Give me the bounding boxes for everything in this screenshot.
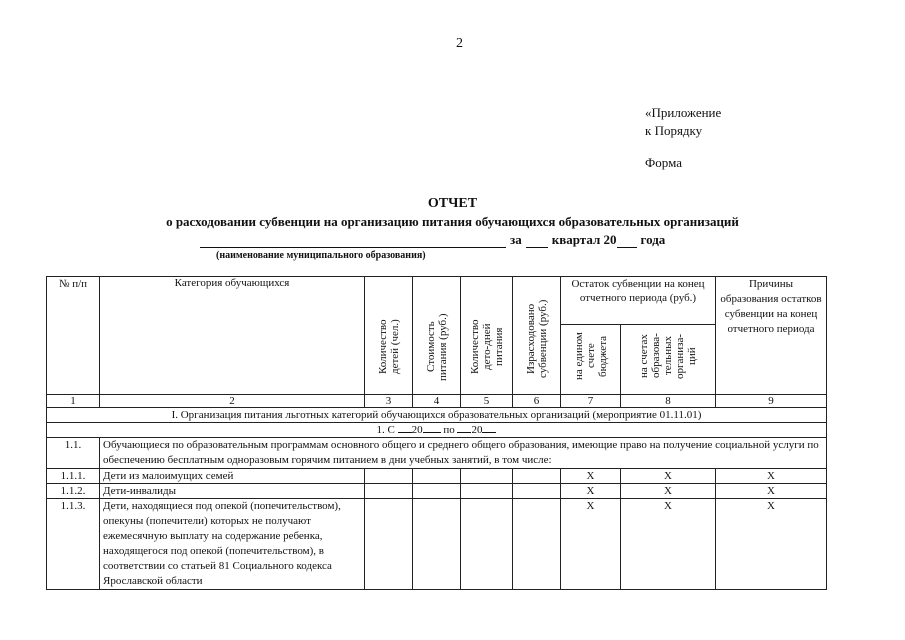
cell-x: X bbox=[716, 499, 827, 590]
col-num-5: 5 bbox=[461, 395, 513, 408]
cell-x: X bbox=[621, 469, 716, 484]
report-subtitle: о расходовании субвенции на организацию питания обучающихся образовательных организаций bbox=[166, 214, 739, 229]
cell-x: X bbox=[561, 499, 621, 590]
table-row bbox=[47, 438, 827, 469]
period-prefix: 1. С bbox=[376, 424, 395, 436]
table-row bbox=[47, 499, 827, 590]
section-title: I. Организация питания льготных категорий обучающихся образовательных организаций (мероприятие 01.11.01) bbox=[47, 408, 827, 423]
year-label: года bbox=[640, 232, 666, 247]
col-num-1: 1 bbox=[47, 395, 100, 408]
header-org-accounts: на счетах образова-тельных организа-ций bbox=[638, 333, 698, 379]
header-remainder: Остаток субвенции на конец отчетного периода (руб.) bbox=[561, 277, 716, 325]
annex-line-3: Форма bbox=[645, 155, 682, 170]
report-table bbox=[46, 276, 827, 590]
municipality-blank bbox=[200, 233, 506, 248]
municipality-caption: (наименование муниципального образования) bbox=[216, 250, 426, 261]
row-text: Дети, находящиеся под опекой (попечительством), опекуны (попечители) которых не получают ежемесячную выплату на содержание ребенка, находящегося под опекой (попечительством), в соответствии со статьей 81 Социального кодекса Ярославской области bbox=[100, 499, 365, 590]
header-spent: Израсходовано субвенции (руб.) bbox=[524, 299, 549, 379]
row-num: 1.1.1. bbox=[47, 469, 100, 484]
row-num: 1.1. bbox=[47, 438, 100, 469]
row-text: Дети-инвалиды bbox=[100, 484, 365, 499]
column-number-row bbox=[47, 395, 827, 408]
header-child-days: Количество дето-дней питания bbox=[468, 319, 505, 375]
cell-x: X bbox=[561, 469, 621, 484]
cell-x: X bbox=[621, 499, 716, 590]
quarter-label: квартал 20 bbox=[551, 232, 617, 247]
report-period-line bbox=[200, 232, 669, 248]
period-year-1: 20 bbox=[411, 424, 423, 436]
col-num-4: 4 bbox=[413, 395, 461, 408]
col-num-6: 6 bbox=[513, 395, 561, 408]
year-blank bbox=[617, 233, 637, 248]
period-row bbox=[47, 423, 827, 438]
annex-line-1: «Приложение bbox=[645, 105, 722, 120]
header-num: № п/п bbox=[47, 277, 100, 395]
table-row bbox=[47, 484, 827, 499]
report-title: ОТЧЕТ bbox=[427, 196, 478, 211]
cell-x: X bbox=[716, 484, 827, 499]
header-children-count: Количество детей (чел.) bbox=[376, 319, 401, 375]
table-row bbox=[47, 469, 827, 484]
row-num: 1.1.3. bbox=[47, 499, 100, 590]
period-year-2: 20 bbox=[471, 424, 483, 436]
annex-block bbox=[645, 104, 721, 172]
col-num-8: 8 bbox=[621, 395, 716, 408]
col-num-3: 3 bbox=[365, 395, 413, 408]
quarter-blank bbox=[526, 233, 548, 248]
col-num-2: 2 bbox=[100, 395, 365, 408]
header-unified-account: на едином счете бюджета bbox=[572, 332, 609, 380]
header-category: Категория обучающихся bbox=[100, 277, 365, 395]
col-num-7: 7 bbox=[561, 395, 621, 408]
row-text: Дети из малоимущих семей bbox=[100, 469, 365, 484]
cell-x: X bbox=[716, 469, 827, 484]
for-label: за bbox=[510, 232, 522, 247]
row-num: 1.1.2. bbox=[47, 484, 100, 499]
period-to: по bbox=[443, 424, 455, 436]
header-reasons: Причины образования остатков субвенции на конец отчетного периода bbox=[716, 277, 827, 395]
annex-line-2: к Порядку bbox=[645, 123, 703, 138]
col-num-9: 9 bbox=[716, 395, 827, 408]
page-number: 2 bbox=[456, 36, 463, 51]
row-text: Обучающиеся по образовательным программам основного общего и среднего общего образования, имеющие право на получение социальной услуги по обеспечению бесплатным одноразовым горячим питанием в дни учебных занятий, в том числе: bbox=[100, 438, 827, 469]
header-meal-cost: Стоимость питания (руб.) bbox=[424, 313, 449, 381]
cell-x: X bbox=[621, 484, 716, 499]
cell-x: X bbox=[561, 484, 621, 499]
